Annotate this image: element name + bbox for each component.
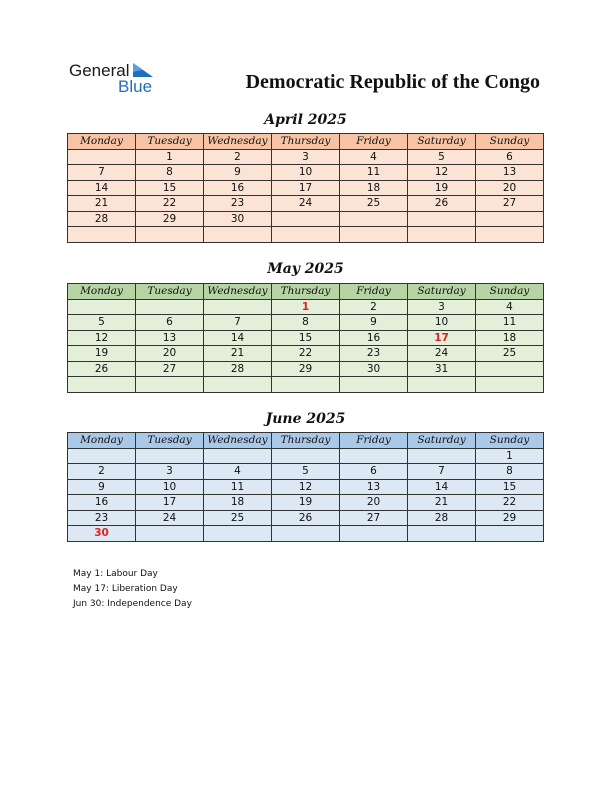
weekday-header: Monday bbox=[68, 433, 136, 449]
day-cell: 15 bbox=[272, 330, 340, 346]
calendar-may bbox=[67, 283, 544, 393]
week-row bbox=[68, 330, 544, 346]
weekday-header: Saturday bbox=[408, 284, 476, 300]
day-cell: 17 bbox=[136, 495, 204, 511]
weekday-header: Wednesday bbox=[204, 284, 272, 300]
day-cell: 5 bbox=[68, 315, 136, 331]
day-cell: 23 bbox=[68, 510, 136, 526]
day-cell: 3 bbox=[272, 149, 340, 165]
day-cell: 10 bbox=[272, 165, 340, 181]
day-cell bbox=[68, 227, 136, 243]
day-cell: 7 bbox=[68, 165, 136, 181]
day-cell bbox=[408, 377, 476, 393]
day-cell: 17 bbox=[272, 180, 340, 196]
day-cell bbox=[136, 448, 204, 464]
weekday-header: Saturday bbox=[408, 433, 476, 449]
weekday-header: Tuesday bbox=[136, 433, 204, 449]
day-cell: 18 bbox=[204, 495, 272, 511]
week-row bbox=[68, 149, 544, 165]
day-cell: 21 bbox=[408, 495, 476, 511]
day-cell bbox=[476, 227, 544, 243]
day-cell: 20 bbox=[340, 495, 408, 511]
holiday-notes bbox=[73, 567, 192, 612]
calendar-june bbox=[67, 432, 544, 542]
day-cell: 11 bbox=[204, 479, 272, 495]
day-cell: 3 bbox=[136, 464, 204, 480]
day-cell bbox=[408, 526, 476, 542]
day-cell: 7 bbox=[408, 464, 476, 480]
weekday-header: Sunday bbox=[476, 284, 544, 300]
day-cell bbox=[476, 377, 544, 393]
weekday-header: Wednesday bbox=[204, 433, 272, 449]
day-cell: 13 bbox=[340, 479, 408, 495]
month-title-april: April 2025 bbox=[264, 112, 347, 128]
week-row bbox=[68, 299, 544, 315]
weekday-header: Thursday bbox=[272, 284, 340, 300]
day-cell bbox=[340, 448, 408, 464]
weekday-header: Monday bbox=[68, 134, 136, 150]
weekday-header-row bbox=[68, 433, 544, 449]
day-cell: 3 bbox=[408, 299, 476, 315]
day-cell: 15 bbox=[136, 180, 204, 196]
day-cell bbox=[68, 299, 136, 315]
day-cell bbox=[340, 377, 408, 393]
day-cell bbox=[340, 211, 408, 227]
day-cell: 26 bbox=[408, 196, 476, 212]
day-cell bbox=[136, 299, 204, 315]
day-cell: 29 bbox=[476, 510, 544, 526]
week-row bbox=[68, 227, 544, 243]
day-cell: 8 bbox=[272, 315, 340, 331]
day-cell: 16 bbox=[204, 180, 272, 196]
day-cell: 14 bbox=[408, 479, 476, 495]
day-cell: 1 bbox=[272, 299, 340, 315]
day-cell bbox=[408, 211, 476, 227]
day-cell: 4 bbox=[340, 149, 408, 165]
week-row bbox=[68, 361, 544, 377]
day-cell bbox=[204, 448, 272, 464]
day-cell: 19 bbox=[408, 180, 476, 196]
week-row bbox=[68, 510, 544, 526]
weekday-header: Sunday bbox=[476, 134, 544, 150]
day-cell: 22 bbox=[272, 346, 340, 362]
day-cell bbox=[408, 448, 476, 464]
day-cell: 25 bbox=[340, 196, 408, 212]
week-row bbox=[68, 377, 544, 393]
weekday-header: Friday bbox=[340, 284, 408, 300]
day-cell bbox=[136, 526, 204, 542]
weekday-header: Sunday bbox=[476, 433, 544, 449]
day-cell: 9 bbox=[340, 315, 408, 331]
day-cell bbox=[272, 211, 340, 227]
weekday-header-row bbox=[68, 134, 544, 150]
week-row bbox=[68, 495, 544, 511]
weekday-header: Thursday bbox=[272, 134, 340, 150]
day-cell: 19 bbox=[272, 495, 340, 511]
day-cell: 30 bbox=[340, 361, 408, 377]
day-cell bbox=[204, 526, 272, 542]
month-title-june: June 2025 bbox=[265, 411, 346, 427]
week-row bbox=[68, 448, 544, 464]
day-cell bbox=[340, 227, 408, 243]
day-cell: 12 bbox=[408, 165, 476, 181]
day-cell: 13 bbox=[476, 165, 544, 181]
weekday-header: Friday bbox=[340, 433, 408, 449]
day-cell: 22 bbox=[136, 196, 204, 212]
day-cell: 8 bbox=[136, 165, 204, 181]
logo-word-general: General bbox=[69, 61, 130, 80]
day-cell bbox=[136, 227, 204, 243]
day-cell: 11 bbox=[340, 165, 408, 181]
day-cell: 17 bbox=[408, 330, 476, 346]
day-cell: 18 bbox=[340, 180, 408, 196]
weekday-header: Thursday bbox=[272, 433, 340, 449]
holiday-note: May 1: Labour Day bbox=[73, 569, 158, 579]
day-cell: 1 bbox=[476, 448, 544, 464]
day-cell bbox=[204, 377, 272, 393]
day-cell bbox=[136, 377, 204, 393]
week-row bbox=[68, 464, 544, 480]
day-cell: 29 bbox=[136, 211, 204, 227]
day-cell: 23 bbox=[340, 346, 408, 362]
day-cell: 20 bbox=[136, 346, 204, 362]
day-cell: 4 bbox=[476, 299, 544, 315]
week-row bbox=[68, 196, 544, 212]
day-cell: 30 bbox=[204, 211, 272, 227]
day-cell: 11 bbox=[476, 315, 544, 331]
week-row bbox=[68, 180, 544, 196]
logo bbox=[69, 61, 169, 95]
day-cell: 14 bbox=[204, 330, 272, 346]
weekday-header: Tuesday bbox=[136, 284, 204, 300]
day-cell bbox=[272, 448, 340, 464]
week-row bbox=[68, 165, 544, 181]
day-cell bbox=[272, 227, 340, 243]
day-cell: 27 bbox=[340, 510, 408, 526]
day-cell: 30 bbox=[68, 526, 136, 542]
day-cell: 12 bbox=[68, 330, 136, 346]
logo-flag-icon bbox=[133, 63, 153, 77]
page-title: Democratic Republic of the Congo bbox=[245, 71, 540, 93]
weekday-header: Friday bbox=[340, 134, 408, 150]
week-row bbox=[68, 211, 544, 227]
day-cell: 9 bbox=[68, 479, 136, 495]
day-cell: 6 bbox=[340, 464, 408, 480]
day-cell: 5 bbox=[272, 464, 340, 480]
day-cell: 6 bbox=[476, 149, 544, 165]
day-cell: 2 bbox=[204, 149, 272, 165]
day-cell: 25 bbox=[204, 510, 272, 526]
day-cell: 16 bbox=[340, 330, 408, 346]
day-cell: 24 bbox=[272, 196, 340, 212]
day-cell: 16 bbox=[68, 495, 136, 511]
day-cell bbox=[68, 149, 136, 165]
day-cell: 27 bbox=[476, 196, 544, 212]
week-row bbox=[68, 346, 544, 362]
weekday-header: Tuesday bbox=[136, 134, 204, 150]
day-cell: 26 bbox=[68, 361, 136, 377]
day-cell: 14 bbox=[68, 180, 136, 196]
day-cell: 28 bbox=[408, 510, 476, 526]
day-cell: 10 bbox=[408, 315, 476, 331]
day-cell: 15 bbox=[476, 479, 544, 495]
day-cell bbox=[68, 448, 136, 464]
day-cell bbox=[204, 227, 272, 243]
day-cell bbox=[68, 377, 136, 393]
day-cell: 21 bbox=[68, 196, 136, 212]
day-cell: 2 bbox=[68, 464, 136, 480]
day-cell: 21 bbox=[204, 346, 272, 362]
day-cell: 13 bbox=[136, 330, 204, 346]
week-row bbox=[68, 526, 544, 542]
day-cell: 19 bbox=[68, 346, 136, 362]
day-cell bbox=[476, 526, 544, 542]
day-cell: 23 bbox=[204, 196, 272, 212]
week-row bbox=[68, 479, 544, 495]
day-cell: 8 bbox=[476, 464, 544, 480]
day-cell: 28 bbox=[68, 211, 136, 227]
day-cell: 24 bbox=[136, 510, 204, 526]
day-cell: 6 bbox=[136, 315, 204, 331]
day-cell bbox=[272, 377, 340, 393]
weekday-header: Saturday bbox=[408, 134, 476, 150]
holiday-note: Jun 30: Independence Day bbox=[73, 599, 192, 609]
day-cell bbox=[204, 299, 272, 315]
day-cell: 24 bbox=[408, 346, 476, 362]
day-cell bbox=[408, 227, 476, 243]
day-cell: 9 bbox=[204, 165, 272, 181]
calendar-april bbox=[67, 133, 544, 243]
day-cell: 31 bbox=[408, 361, 476, 377]
day-cell: 29 bbox=[272, 361, 340, 377]
day-cell: 12 bbox=[272, 479, 340, 495]
day-cell: 28 bbox=[204, 361, 272, 377]
weekday-header: Wednesday bbox=[204, 134, 272, 150]
day-cell: 10 bbox=[136, 479, 204, 495]
day-cell bbox=[340, 526, 408, 542]
day-cell bbox=[476, 211, 544, 227]
day-cell: 22 bbox=[476, 495, 544, 511]
day-cell: 18 bbox=[476, 330, 544, 346]
holiday-note: May 17: Liberation Day bbox=[73, 584, 178, 594]
logo-word-blue: Blue bbox=[118, 77, 153, 96]
day-cell bbox=[272, 526, 340, 542]
day-cell: 26 bbox=[272, 510, 340, 526]
weekday-header-row bbox=[68, 284, 544, 300]
weekday-header: Monday bbox=[68, 284, 136, 300]
day-cell: 5 bbox=[408, 149, 476, 165]
month-title-may: May 2025 bbox=[267, 261, 344, 277]
day-cell bbox=[476, 361, 544, 377]
day-cell: 20 bbox=[476, 180, 544, 196]
day-cell: 2 bbox=[340, 299, 408, 315]
week-row bbox=[68, 315, 544, 331]
day-cell: 27 bbox=[136, 361, 204, 377]
day-cell: 7 bbox=[204, 315, 272, 331]
day-cell: 25 bbox=[476, 346, 544, 362]
day-cell: 1 bbox=[136, 149, 204, 165]
day-cell: 4 bbox=[204, 464, 272, 480]
